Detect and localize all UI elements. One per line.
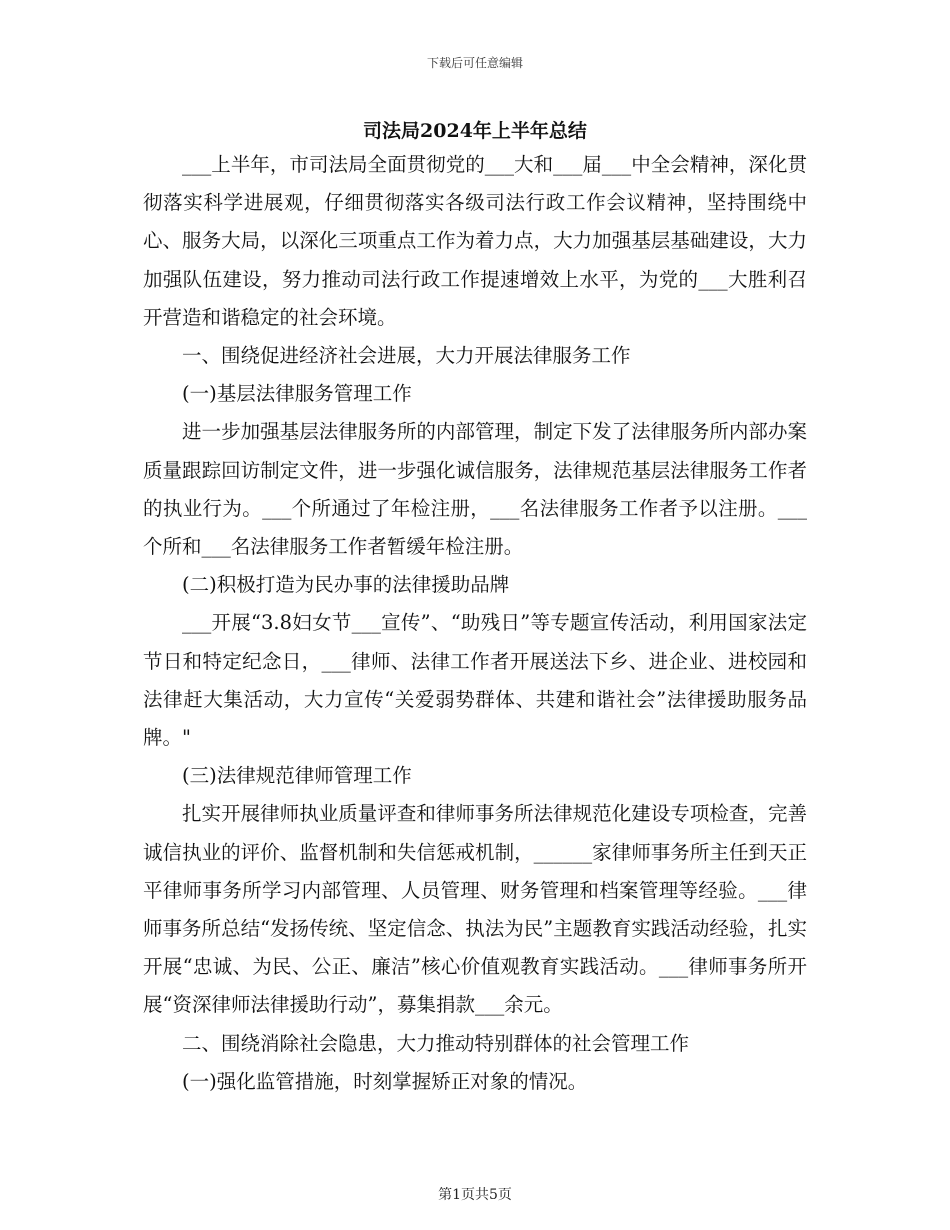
paragraph-1-3: 扎实开展律师执业质量评查和律师事务所法律规范化建设专项检查，完善诚信执业的评价、监督机制和失信惩戒机制，______家律师事务所主任到天正平律师事务所学习内部管理、人员管理、财务管理和档案管理等经验。___律师事务所总结“发扬传统、坚定信念、执法为民”主题教育实践活动经验，扎实开展“忠诚、为民、公正、廉洁”核心价值观教育实践活动。___律师事务所开展“资深律师法律援助行动”，募集捐款___余元。 [143, 802, 807, 1017]
paragraph-intro: ___上半年，市司法局全面贯彻党的___大和___届___中全会精神，深化贯彻落实科学进展观，仔细贯彻落实各级司法行政工作会议精神，坚持围绕中心、服务大局，以深化三项重点工作为着力点，大力加强基层基础建设，大力加强队伍建设，努力推动司法行政工作提速增效上水平，为党的___大胜利召开营造和谐稳定的社会环境。 [143, 153, 807, 329]
header-note: 下载后可任意编辑 [426, 56, 523, 70]
subsection-heading-1-2: (二)积极打造为民办事的法律援助品牌 [182, 573, 510, 597]
subsection-heading-2-1: (一)强化监管措施，时刻掌握矫正对象的情况。 [182, 1069, 588, 1093]
subsection-heading-1-3: (三)法律规范律师管理工作 [182, 764, 412, 788]
page-footer: 第1页共5页 [438, 1187, 512, 1203]
document-title: 司法局2024年上半年总结 [363, 120, 587, 142]
document-body [143, 146, 807, 1101]
paragraph-1-2: ___开展“3.8妇女节___宣传”、“助残日”等专题宣传活动，利用国家法定节日和特定纪念日，___律师、法律工作者开展送法下乡、进企业、进校园和法律赶大集活动，大力宣传“关爱弱势群体、共建和谐社会”法律援助服务品牌。" [143, 611, 807, 750]
section-heading-2: 二、围绕消除社会隐患，大力推动特别群体的社会管理工作 [182, 1031, 690, 1055]
subsection-heading-1-1: (一)基层法律服务管理工作 [182, 382, 412, 406]
section-heading-1: 一、围绕促进经济社会进展，大力开展法律服务工作 [182, 344, 631, 368]
paragraph-1-1: 进一步加强基层法律服务所的内部管理，制定下发了法律服务所内部办案质量跟踪回访制定文件，进一步强化诚信服务，法律规范基层法律服务工作者的执业行为。___个所通过了年检注册，___名法律服务工作者予以注册。___个所和___名法律服务工作者暂缓年检注册。 [143, 420, 807, 559]
